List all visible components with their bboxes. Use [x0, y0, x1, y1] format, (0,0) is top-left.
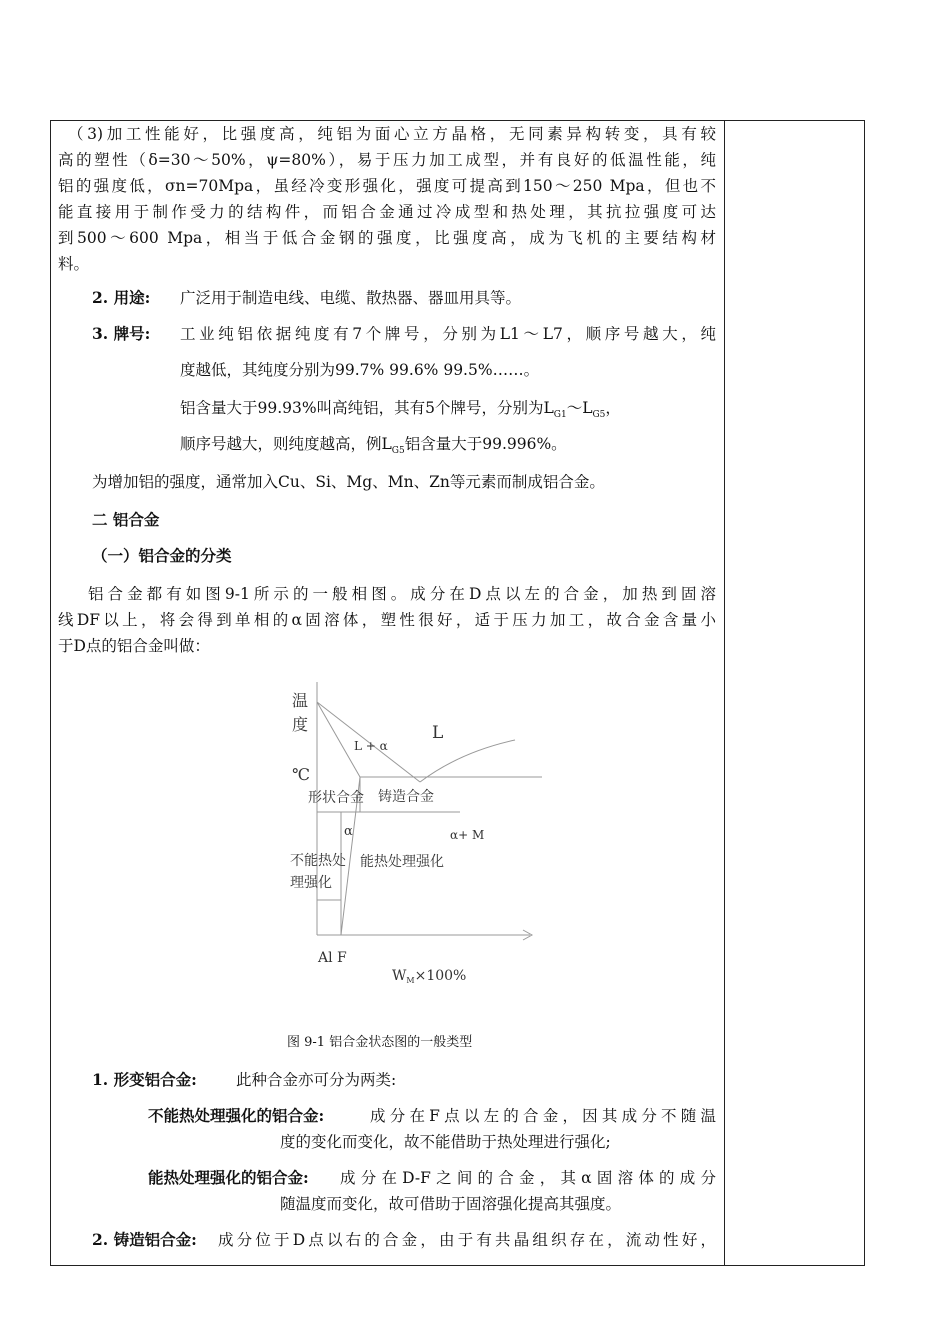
table-column-divider [724, 120, 725, 1266]
ht-line-2: 随温度而变化，故可借助于固溶强化提高其强度。 [280, 1195, 622, 1213]
cast-label: 2. 铸造铝合金: [92, 1230, 197, 1249]
subsection-heading: （一）铝合金的分类 [92, 546, 232, 565]
ht-line-1: 成分在D-F之间的合金，其α固溶体的成分 [340, 1169, 716, 1187]
cast-region-label: 铸造合金 [378, 789, 434, 805]
grades-label: 3. 牌号: [92, 324, 151, 343]
region-L-alpha: L + α [354, 739, 388, 753]
y-label-1: 温 [292, 691, 309, 710]
wrought-label: 1. 形变铝合金: [92, 1070, 197, 1089]
alpha-M-region-label: α+ M [450, 828, 485, 842]
para2-line-1: 铝合金都有如图9-1所示的一般相图。成分在D点以左的合金，加热到固溶 [88, 585, 716, 603]
liquidus-right [420, 740, 515, 782]
al-f-label: Al F [318, 950, 347, 966]
x-axis-label: $W_M\times 100\%$ [392, 968, 467, 985]
nht-line-1: 成分在F点以左的合金，因其成分不随温 [370, 1107, 716, 1125]
section-heading: 二 铝合金 [92, 510, 160, 529]
wrought-text: 此种合金亦可分为两类: [236, 1071, 397, 1089]
uses-text: 广泛用于制造电线、电缆、散热器、器皿用具等。 [180, 289, 522, 307]
para1-line-5: 到500～600 Mpa，相当于低合金钢的强度，比强度高，成为飞机的主要结构材 [58, 229, 716, 247]
para2-line-2: 线DF以上，将会得到单相的α固溶体，塑性很好，适于压力加工，故合金含量小 [58, 611, 716, 629]
unit-label: ℃ [292, 765, 310, 784]
cast-text: 成分位于D点以右的合金，由于有共晶组织存在，流动性好， [218, 1231, 716, 1249]
para1-line-1: （3)加工性能好，比强度高，纯铝为面心立方晶格，无同素异构转变，具有较 [68, 125, 716, 143]
strengthen-text: 为增加铝的强度，通常加入Cu、Si、Mg、Mn、Zn等元素而制成铝合金。 [92, 473, 605, 491]
figure-caption: 图 9-1 铝合金状态图的一般类型 [287, 1035, 473, 1050]
non-heat-label-2: 理强化 [290, 875, 332, 891]
heat-treatable-label: 能热处理强化 [360, 854, 444, 870]
region-L: L [432, 723, 444, 743]
para1-line-4: 能直接用于制作受力的结构件，而铝合金通过冷成型和热处理，其抗拉强度可达 [58, 203, 716, 221]
phase-diagram [280, 672, 560, 992]
nht-line-2: 度的变化而变化，故不能借助于热处理进行强化; [280, 1133, 611, 1151]
wrought-region-label: 形状合金 [308, 790, 364, 806]
y-label-2: 度 [292, 715, 309, 734]
grades-line-3: 铝含量大于99.93%叫高纯铝，其有5个牌号，分别为$L_{G1}\sim L_{G5}$， [180, 399, 621, 421]
nht-label: 不能热处理强化的铝合金: [148, 1106, 325, 1125]
uses-label: 2. 用途: [92, 288, 151, 307]
para1-line-3: 铝的强度低，σn=70Mpa，虽经冷变形强化，强度可提高到150～250 Mpa，但也不 [58, 177, 716, 195]
alpha-region-label: α [344, 824, 353, 839]
non-heat-label-1: 不能热处 [290, 853, 346, 869]
para1-line-6: 料。 [58, 255, 90, 273]
grades-line-1: 工业纯铝依据纯度有7个牌号，分别为L1～L7，顺序号越大，纯 [180, 325, 716, 343]
ht-label: 能热处理强化的铝合金: [148, 1168, 309, 1187]
grades-line-4: 顺序号越大，则纯度越高，例$L_{G5}$铝含量大于99.996%。 [180, 435, 567, 457]
para2-line-3: 于D点的铝合金叫做： [58, 637, 210, 655]
para1-line-2: 高的塑性（δ=30～50%，ψ=80%），易于压力加工成型，并有良好的低温性能，纯 [58, 151, 716, 169]
grades-line-2: 度越低，其纯度分别为99.7% 99.6% 99.5%……。 [180, 361, 540, 379]
